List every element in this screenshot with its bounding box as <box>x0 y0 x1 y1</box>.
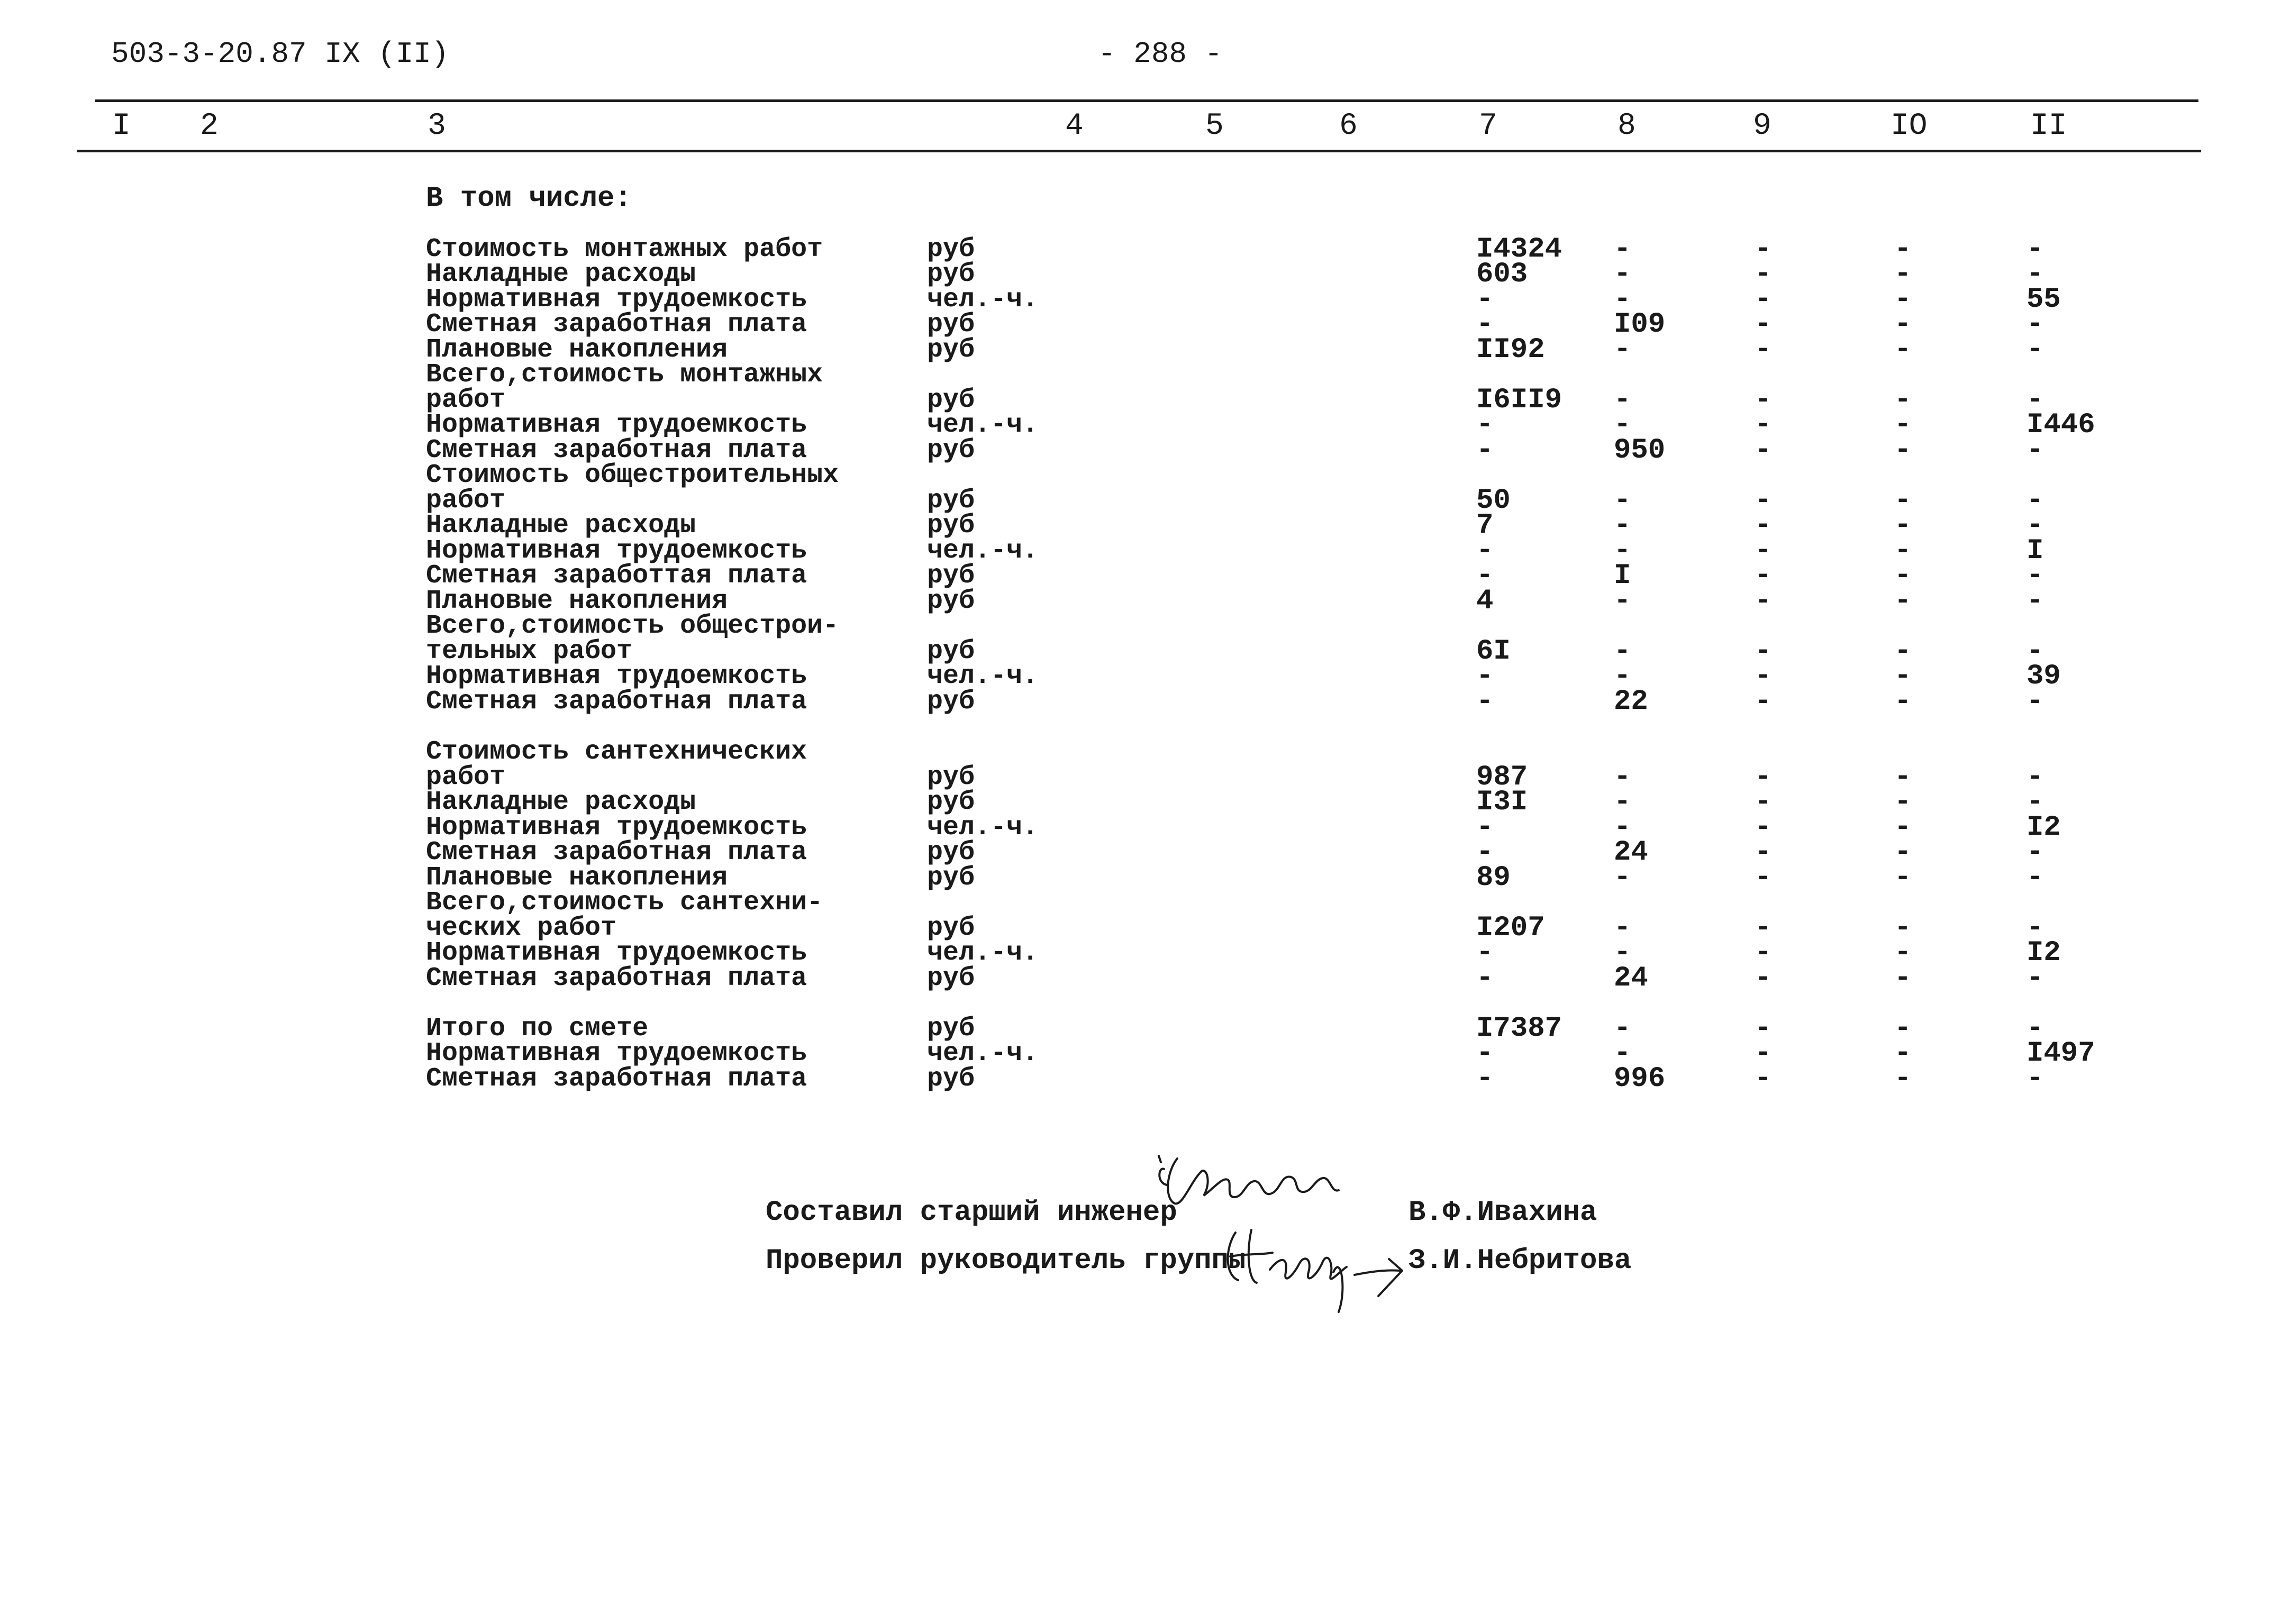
row-24-col7: 89 <box>1476 862 1511 894</box>
row-29-col8: - <box>1614 1012 1631 1045</box>
row-22-col11: I2 <box>2026 811 2061 844</box>
row-29-col10: - <box>1894 1012 1912 1045</box>
row-14-col8: - <box>1614 585 1631 617</box>
row-18-label: Сметная заработная плата <box>426 687 807 717</box>
row-1-col8: - <box>1614 258 1631 290</box>
row-18-unit: руб <box>927 687 975 717</box>
row-2-label: Нормативная трудоемкость <box>426 285 807 315</box>
row-20-label: работ <box>426 762 506 792</box>
row-16-unit: руб <box>927 636 975 667</box>
table-top-rule <box>95 99 2198 102</box>
row-23-label: Сметная заработная плата <box>426 837 807 868</box>
row-4-col10: - <box>1894 334 1912 366</box>
row-29-unit: руб <box>927 1014 975 1044</box>
row-7-unit: чел.-ч. <box>927 410 1039 440</box>
row-29-label: Итого по смете <box>426 1014 649 1044</box>
row-31-col7: - <box>1476 1063 1494 1095</box>
row-21-col8: - <box>1614 786 1631 818</box>
row-0-col9: - <box>1755 233 1772 266</box>
row-13-label: Сметная заработтая плата <box>426 561 807 591</box>
row-12-col8: - <box>1614 535 1631 567</box>
column-header-2: 2 <box>200 109 219 143</box>
row-22-col9: - <box>1755 811 1772 844</box>
row-0-col10: - <box>1894 233 1912 266</box>
row-13-col10: - <box>1894 560 1912 592</box>
row-0-col11: - <box>2026 233 2044 266</box>
row-30-col10: - <box>1894 1037 1912 1070</box>
row-21-unit: руб <box>927 787 975 817</box>
row-27-unit: чел.-ч. <box>927 938 1039 968</box>
row-1-unit: руб <box>927 259 975 289</box>
row-0-col8: - <box>1614 233 1631 266</box>
column-header-10: IO <box>1891 109 1928 143</box>
row-30-unit: чел.-ч. <box>927 1038 1039 1069</box>
row-7-col10: - <box>1894 409 1912 441</box>
column-header-3: 3 <box>428 109 446 143</box>
row-26-col9: - <box>1755 912 1772 944</box>
row-20-col8: - <box>1614 761 1631 793</box>
row-12-col9: - <box>1755 535 1772 567</box>
row-24-col9: - <box>1755 862 1772 894</box>
row-7-col8: - <box>1614 409 1631 441</box>
row-17-label: Нормативная трудоемкость <box>426 661 807 691</box>
row-23-unit: руб <box>927 837 975 868</box>
row-18-col11: - <box>2026 686 2044 718</box>
row-31-col8: 996 <box>1614 1063 1666 1095</box>
row-3-col7: - <box>1476 308 1494 341</box>
row-16-col10: - <box>1894 635 1912 668</box>
row-10-label: работ <box>426 486 506 516</box>
section-subheading: В том числе: <box>426 183 632 215</box>
row-12-col7: - <box>1476 535 1494 567</box>
row-28-col7: - <box>1476 962 1494 995</box>
column-header-9: 9 <box>1753 109 1771 143</box>
row-13-unit: руб <box>927 561 975 591</box>
page-number: - 288 - <box>1098 37 1223 71</box>
row-22-col10: - <box>1894 811 1912 844</box>
row-31-unit: руб <box>927 1064 975 1094</box>
row-28-col8: 24 <box>1614 962 1648 995</box>
row-31-col11: - <box>2026 1063 2044 1095</box>
row-21-col9: - <box>1755 786 1772 818</box>
row-23-col10: - <box>1894 836 1912 869</box>
column-header-7: 7 <box>1479 109 1497 143</box>
row-24-label: Плановые накопления <box>426 863 728 893</box>
row-8-col7: - <box>1476 434 1494 467</box>
row-24-unit: руб <box>927 863 975 893</box>
row-24-col8: - <box>1614 862 1631 894</box>
row-26-col7: I207 <box>1476 912 1545 944</box>
row-31-col9: - <box>1755 1063 1772 1095</box>
row-1-col11: - <box>2026 258 2044 290</box>
row-7-col11: I446 <box>2026 409 2095 441</box>
row-20-col11: - <box>2026 761 2044 793</box>
row-2-col9: - <box>1755 284 1772 316</box>
row-7-col7: - <box>1476 409 1494 441</box>
checked-by-signature <box>1220 1222 1410 1317</box>
row-21-col10: - <box>1894 786 1912 818</box>
row-22-label: Нормативная трудоемкость <box>426 813 807 843</box>
row-30-col7: - <box>1476 1037 1494 1070</box>
row-30-col11: I497 <box>2026 1037 2095 1070</box>
row-11-col10: - <box>1894 509 1912 542</box>
row-11-label: Накладные расходы <box>426 510 696 541</box>
row-18-col10: - <box>1894 686 1912 718</box>
row-12-col11: I <box>2026 535 2044 567</box>
row-25-label: Всего,стоимость сантехни- <box>426 888 823 918</box>
row-6-label: работ <box>426 385 506 415</box>
row-28-col11: - <box>2026 962 2044 995</box>
column-header-11: II <box>2030 109 2067 143</box>
row-14-unit: руб <box>927 586 975 616</box>
row-27-col11: I2 <box>2026 937 2061 969</box>
row-7-col9: - <box>1755 409 1772 441</box>
row-1-col9: - <box>1755 258 1772 290</box>
row-23-col11: - <box>2026 836 2044 869</box>
document-code: 503-3-20.87 IX (II) <box>111 37 449 71</box>
row-8-label: Сметная заработная плата <box>426 435 807 466</box>
checked-by-label: Проверил руководитель группы <box>766 1245 1246 1277</box>
row-4-col11: - <box>2026 334 2044 366</box>
row-8-col11: - <box>2026 434 2044 467</box>
column-header-5: 5 <box>1205 109 1224 143</box>
column-header-8: 8 <box>1617 109 1636 143</box>
compiled-by-label: Составил старший инженер <box>766 1197 1177 1229</box>
row-28-unit: руб <box>927 963 975 993</box>
row-7-label: Нормативная трудоемкость <box>426 410 807 440</box>
row-31-label: Сметная заработная плата <box>426 1064 807 1094</box>
row-8-col10: - <box>1894 434 1912 467</box>
row-31-col10: - <box>1894 1063 1912 1095</box>
row-20-unit: руб <box>927 762 975 792</box>
row-14-label: Плановые накопления <box>426 586 728 616</box>
row-20-col9: - <box>1755 761 1772 793</box>
row-29-col7: I7387 <box>1476 1012 1562 1045</box>
row-22-unit: чел.-ч. <box>927 813 1039 843</box>
row-17-col9: - <box>1755 660 1772 692</box>
row-16-col9: - <box>1755 635 1772 668</box>
row-22-col8: - <box>1614 811 1631 844</box>
row-3-col10: - <box>1894 308 1912 341</box>
row-4-label: Плановые накопления <box>426 335 728 365</box>
checked-by-name: З.И.Небритова <box>1408 1245 1632 1277</box>
row-26-label: ческих работ <box>426 913 617 943</box>
row-11-col9: - <box>1755 509 1772 542</box>
column-header-1: I <box>112 109 131 143</box>
row-0-label: Стоимость монтажных работ <box>426 234 823 264</box>
row-26-unit: руб <box>927 913 975 943</box>
row-5-label: Всего,стоимость монтажных <box>426 360 823 390</box>
row-21-label: Накладные расходы <box>426 787 696 817</box>
row-4-col8: - <box>1614 334 1631 366</box>
row-17-unit: чел.-ч. <box>927 661 1039 691</box>
row-30-label: Нормативная трудоемкость <box>426 1038 807 1069</box>
row-17-col8: - <box>1614 660 1631 692</box>
row-11-col7: 7 <box>1476 509 1494 542</box>
row-23-col9: - <box>1755 836 1772 869</box>
row-1-col10: - <box>1894 258 1912 290</box>
row-3-unit: руб <box>927 309 975 340</box>
row-26-col10: - <box>1894 912 1912 944</box>
row-8-col9: - <box>1755 434 1772 467</box>
row-8-unit: руб <box>927 435 975 466</box>
row-3-col11: - <box>2026 308 2044 341</box>
row-17-col10: - <box>1894 660 1912 692</box>
row-11-col11: - <box>2026 509 2044 542</box>
row-10-unit: руб <box>927 486 975 516</box>
row-0-col7: I4324 <box>1476 233 1562 266</box>
row-6-col10: - <box>1894 384 1912 416</box>
row-10-col7: 50 <box>1476 485 1511 517</box>
row-26-col8: - <box>1614 912 1631 944</box>
row-6-col8: - <box>1614 384 1631 416</box>
row-26-col11: - <box>2026 912 2044 944</box>
row-13-col7: - <box>1476 560 1494 592</box>
row-13-col11: - <box>2026 560 2044 592</box>
row-27-label: Нормативная трудоемкость <box>426 938 807 968</box>
row-10-col11: - <box>2026 485 2044 517</box>
row-16-col8: - <box>1614 635 1631 668</box>
table-header-bottom-rule <box>77 150 2201 152</box>
row-2-col11: 55 <box>2026 284 2061 316</box>
row-14-col11: - <box>2026 585 2044 617</box>
row-23-col8: 24 <box>1614 836 1648 869</box>
row-29-col9: - <box>1755 1012 1772 1045</box>
compiled-by-name: В.Ф.Ивахина <box>1408 1197 1597 1229</box>
row-16-col11: - <box>2026 635 2044 668</box>
row-12-col10: - <box>1894 535 1912 567</box>
row-14-col7: 4 <box>1476 585 1494 617</box>
row-21-col7: I3I <box>1476 786 1528 818</box>
row-27-col10: - <box>1894 937 1912 969</box>
row-2-col7: - <box>1476 284 1494 316</box>
row-0-unit: руб <box>927 234 975 264</box>
row-16-label: тельных работ <box>426 636 633 667</box>
row-24-col11: - <box>2026 862 2044 894</box>
row-14-col10: - <box>1894 585 1912 617</box>
row-12-unit: чел.-ч. <box>927 536 1039 566</box>
row-2-col8: - <box>1614 284 1631 316</box>
row-6-col7: I6II9 <box>1476 384 1562 416</box>
row-4-unit: руб <box>927 335 975 365</box>
row-3-col9: - <box>1755 308 1772 341</box>
row-27-col7: - <box>1476 937 1494 969</box>
row-28-label: Сметная заработная плата <box>426 963 807 993</box>
row-3-label: Сметная заработная плата <box>426 309 807 340</box>
row-13-col8: I <box>1614 560 1631 592</box>
column-header-4: 4 <box>1065 109 1084 143</box>
row-17-col11: 39 <box>2026 660 2061 692</box>
row-28-col10: - <box>1894 962 1912 995</box>
row-8-col8: 950 <box>1614 434 1666 467</box>
row-22-col7: - <box>1476 811 1494 844</box>
column-header-6: 6 <box>1339 109 1358 143</box>
row-20-col7: 987 <box>1476 761 1528 793</box>
row-11-col8: - <box>1614 509 1631 542</box>
row-17-col7: - <box>1476 660 1494 692</box>
row-1-col7: 603 <box>1476 258 1528 290</box>
row-23-col7: - <box>1476 836 1494 869</box>
row-11-unit: руб <box>927 510 975 541</box>
row-29-col11: - <box>2026 1012 2044 1045</box>
row-12-label: Нормативная трудоемкость <box>426 536 807 566</box>
row-21-col11: - <box>2026 786 2044 818</box>
row-18-col7: - <box>1476 686 1494 718</box>
row-1-label: Накладные расходы <box>426 259 696 289</box>
row-30-col8: - <box>1614 1037 1631 1070</box>
row-6-unit: руб <box>927 385 975 415</box>
row-13-col9: - <box>1755 560 1772 592</box>
row-2-unit: чел.-ч. <box>927 285 1039 315</box>
row-16-col7: 6I <box>1476 635 1511 668</box>
row-28-col9: - <box>1755 962 1772 995</box>
row-15-label: Всего,стоимость общестрои- <box>426 611 839 641</box>
row-30-col9: - <box>1755 1037 1772 1070</box>
row-24-col10: - <box>1894 862 1912 894</box>
row-27-col8: - <box>1614 937 1631 969</box>
row-9-label: Стоимость общестроительных <box>426 460 839 490</box>
row-6-col9: - <box>1755 384 1772 416</box>
row-2-col10: - <box>1894 284 1912 316</box>
row-14-col9: - <box>1755 585 1772 617</box>
row-10-col10: - <box>1894 485 1912 517</box>
row-4-col9: - <box>1755 334 1772 366</box>
row-20-col10: - <box>1894 761 1912 793</box>
row-27-col9: - <box>1755 937 1772 969</box>
row-4-col7: II92 <box>1476 334 1545 366</box>
row-10-col8: - <box>1614 485 1631 517</box>
row-19-label: Стоимость сантехнических <box>426 737 807 767</box>
row-10-col9: - <box>1755 485 1772 517</box>
row-3-col8: I09 <box>1614 308 1666 341</box>
row-18-col9: - <box>1755 686 1772 718</box>
row-6-col11: - <box>2026 384 2044 416</box>
row-18-col8: 22 <box>1614 686 1648 718</box>
